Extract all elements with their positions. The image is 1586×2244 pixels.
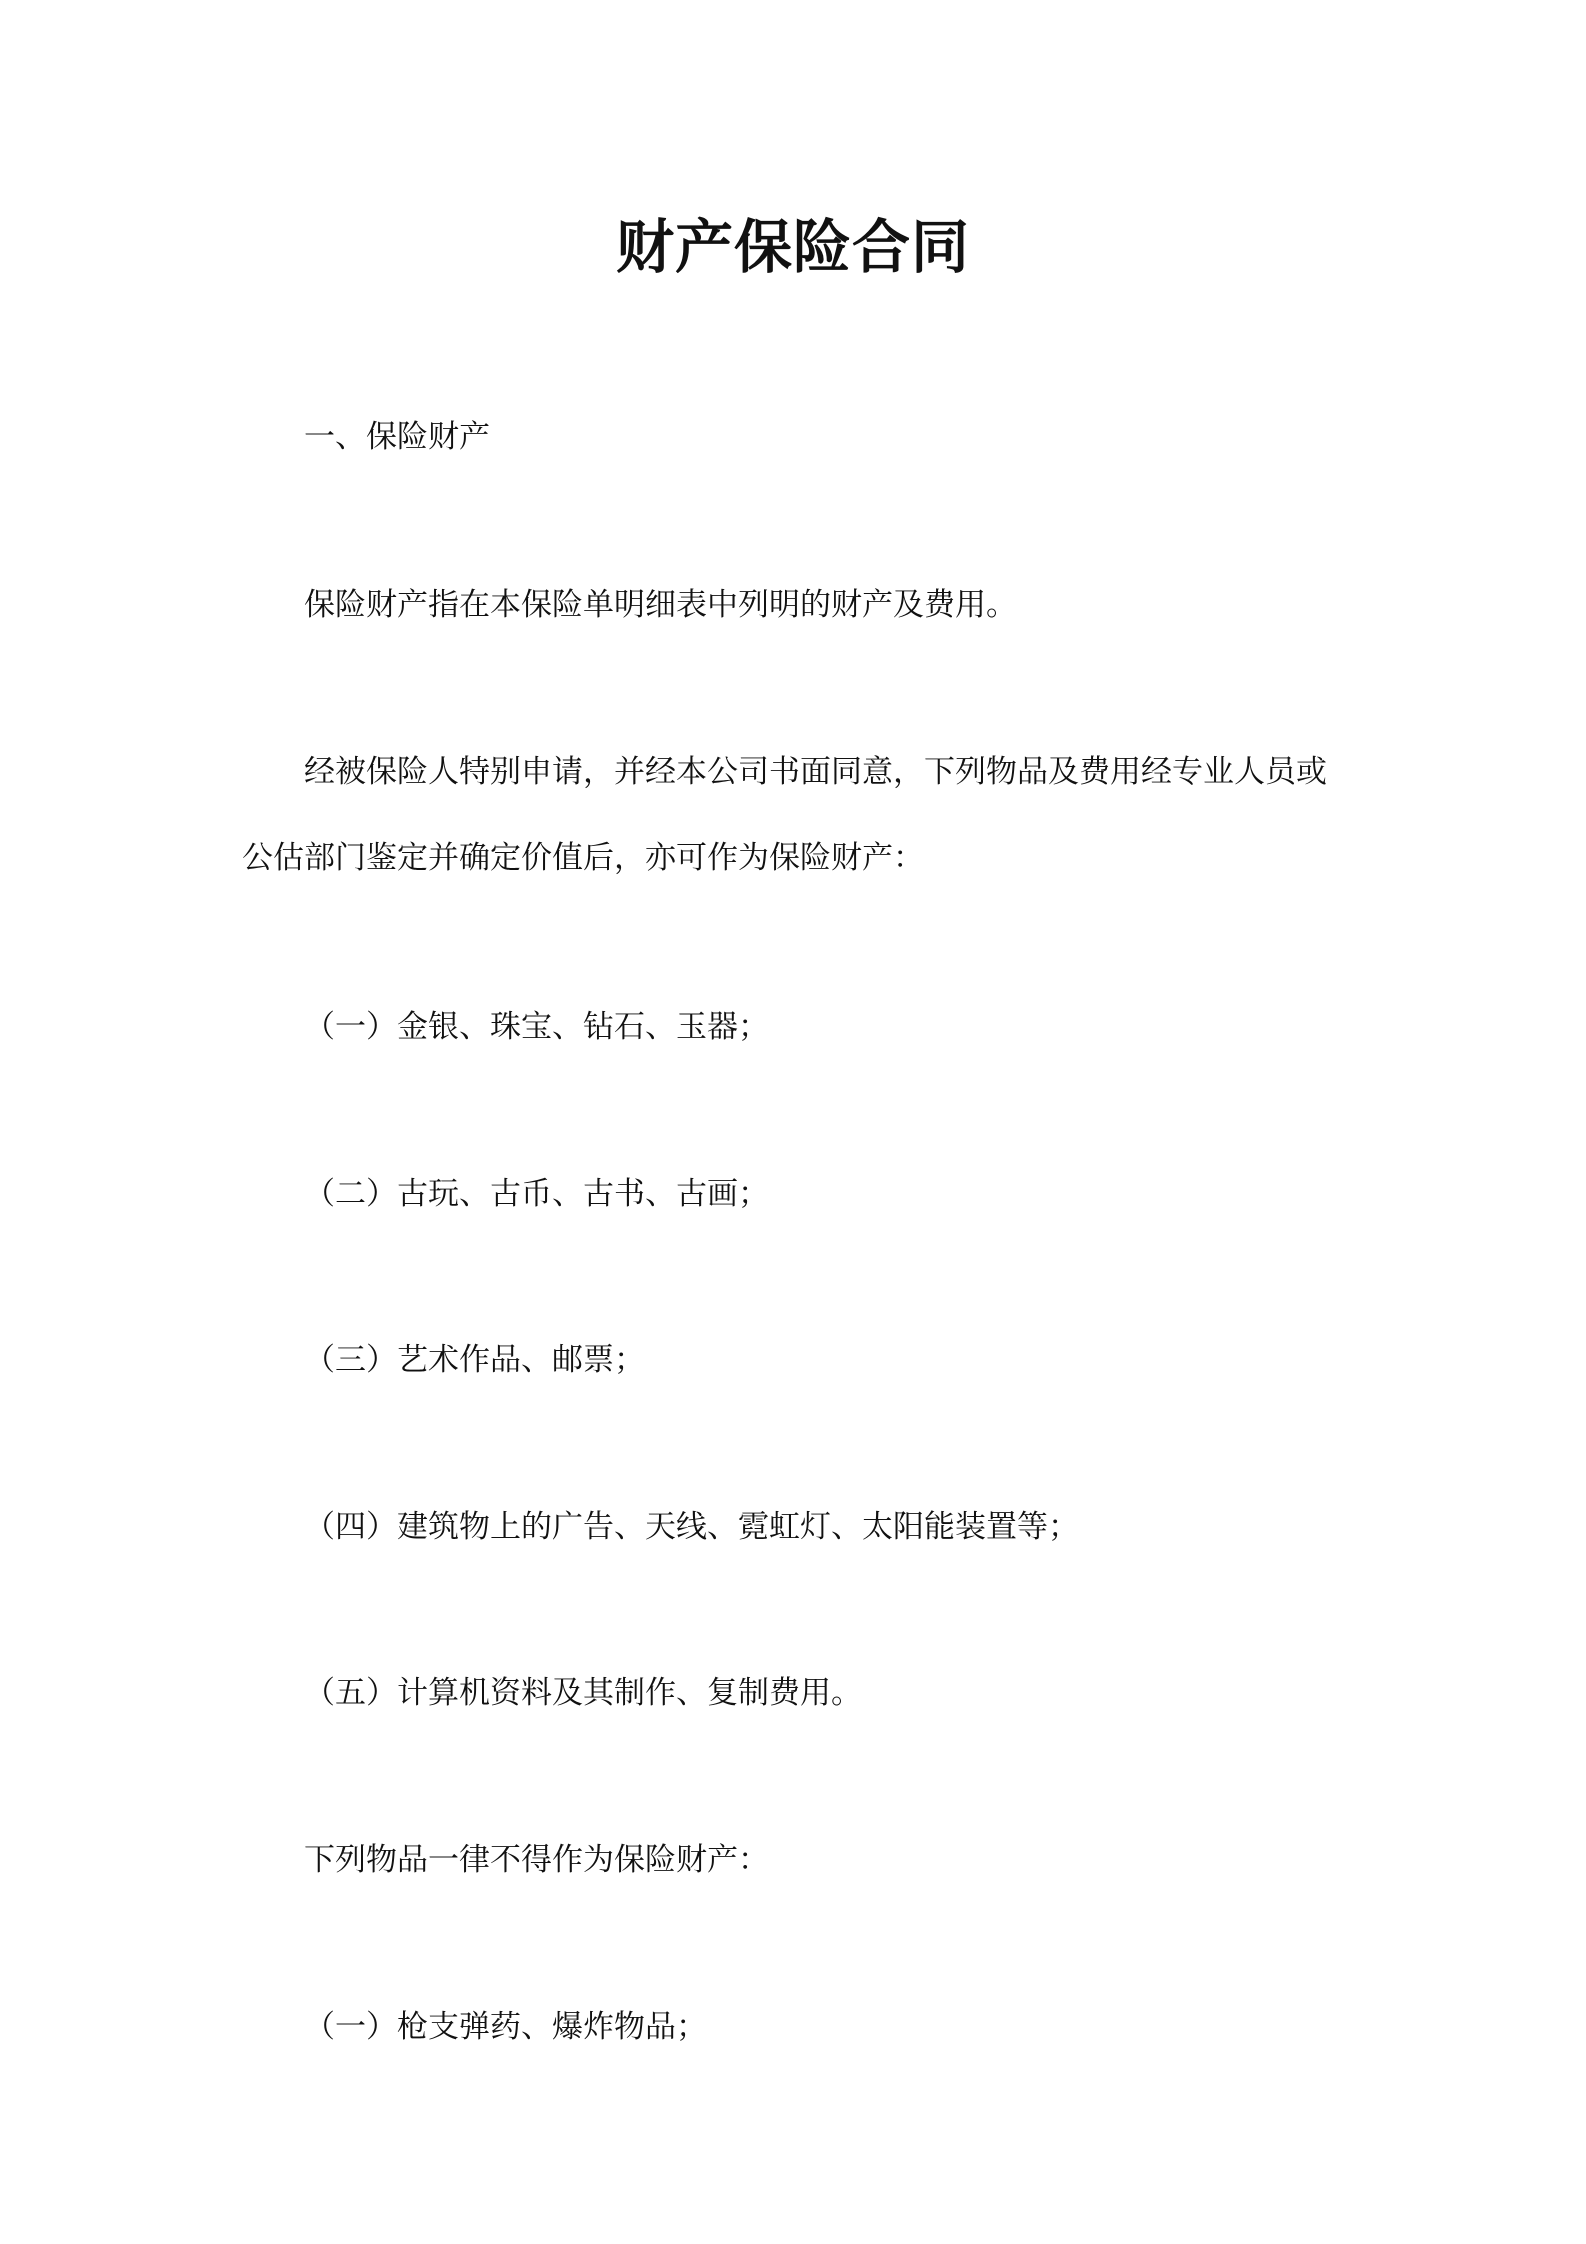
list-item: （一）枪支弹药、爆炸物品；: [304, 2009, 707, 2045]
paragraph: 保险财产指在本保险单明细表中列明的财产及费用。: [304, 587, 1017, 623]
list-item: （五）计算机资料及其制作、复制费用。: [304, 1675, 862, 1711]
paragraph-line: 经被保险人特别申请，并经本公司书面同意，下列物品及费用经专业人员或: [304, 754, 1327, 790]
list-item: （三）艺术作品、邮票；: [304, 1342, 645, 1378]
document-title: 财产保险合同: [615, 213, 970, 281]
paragraph: 下列物品一律不得作为保险财产：: [304, 1842, 769, 1878]
section-heading: 一、保险财产: [304, 419, 490, 455]
list-item: （二）古玩、古币、古书、古画；: [304, 1176, 769, 1212]
list-item: （一）金银、珠宝、钻石、玉器；: [304, 1009, 769, 1045]
paragraph-line: 公估部门鉴定并确定价值后，亦可作为保险财产：: [242, 840, 924, 876]
list-item: （四）建筑物上的广告、天线、霓虹灯、太阳能装置等；: [304, 1509, 1079, 1545]
